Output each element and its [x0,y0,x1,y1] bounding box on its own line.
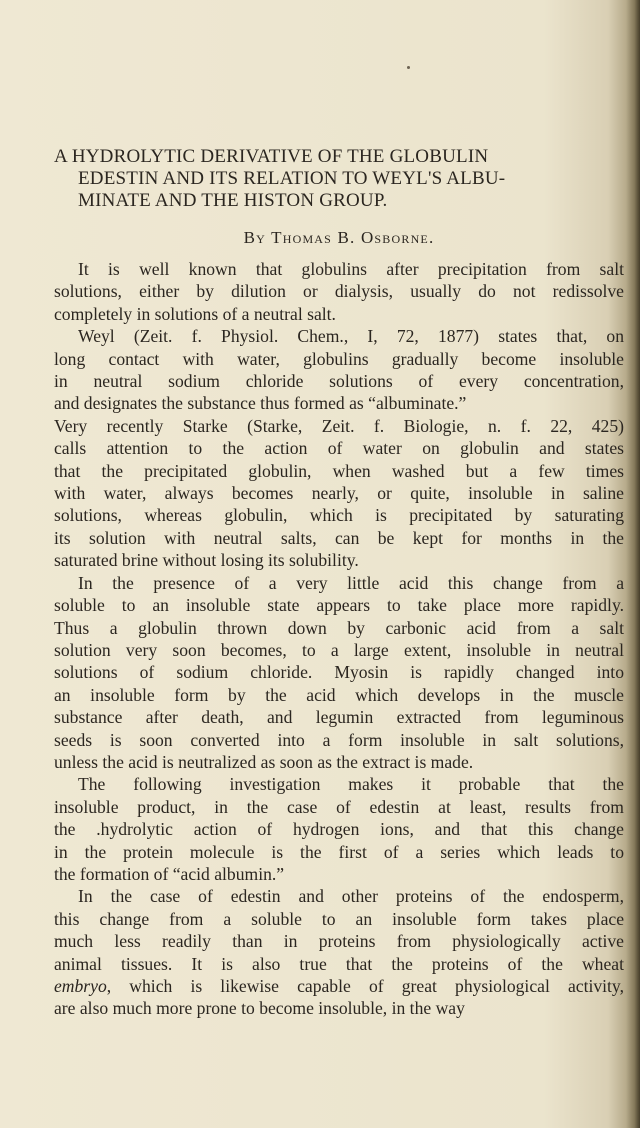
text-line: solutions, whereas globulin, which is precipitated by saturating [54,505,624,526]
text-line: its solution with neutral salts, can be kept for months in the [54,527,624,548]
text-line: saturated brine without losing its solubility. [54,550,359,571]
text-line: much less readily than in proteins from physiologically active [54,931,624,952]
author-byline: By Thomas B. Osborne. [243,228,435,247]
text-line: this change from a soluble to an insoluble form takes place [54,908,624,929]
text-line: calls attention to the action of water on globulin and states [54,438,624,459]
text-line: animal tissues. It is also true that the proteins of the wheat [54,953,624,974]
text-line: Weyl (Zeit. f. Physiol. Chem., I, 72, 1877) states that, on [78,326,624,347]
italic-term: embryo [54,976,107,996]
text-line: in neutral sodium chloride solutions of every concentration, [54,371,624,392]
text-line: substance after death, and legumin extracted from leguminous [54,707,624,728]
text-line: In the presence of a very little acid this change from a [78,572,624,593]
text-line: with water, always becomes nearly, or quite, insoluble in saline [54,483,624,504]
text-line: and designates the substance thus formed as “albuminate.” [54,393,467,414]
text-line: The following investigation makes it probable that the [78,774,624,795]
text-line: an insoluble form by the acid which develops in the muscle [54,684,624,705]
text-line: the formation of “acid albumin.” [54,863,285,884]
text-line: long contact with water, globulins gradually become insoluble [54,348,624,369]
text-line: are also much more prone to become insoluble, in the way [54,998,465,1019]
title-line: MINATE AND THE HISTON GROUP. [78,190,388,211]
text-line: that the precipitated globulin, when washed but a few times [54,460,624,481]
text-line: solutions, either by dilution or dialysis, usually do not redissolve [54,281,624,302]
article-title [54,146,624,212]
text-line: embryo, which is likewise capable of great physiological activity, [54,976,624,996]
text-line: completely in solutions of a neutral salt. [54,303,336,324]
title-line: A HYDROLYTIC DERIVATIVE OF THE GLOBULIN [54,146,489,167]
page-edge-shadow [626,0,640,1128]
text-line: In the case of edestin and other proteins of the endosperm, [78,886,624,907]
text-line: soluble to an insoluble state appears to take place more rapidly. [54,595,624,616]
article-body [54,258,624,1020]
text-line: in the protein molecule is the first of a series which leads to [54,841,624,862]
text-line: unless the acid is neutralized as soon as the extract is made. [54,751,474,772]
article [54,146,624,1020]
text-line: Thus a globulin thrown down by carbonic acid from a salt [54,617,624,638]
title-line: EDESTIN AND ITS RELATION TO WEYL'S ALBU- [78,168,506,189]
text-line: Very recently Starke (Starke, Zeit. f. Biologie, n. f. 22, 425) [54,415,624,436]
text-line: solution very soon becomes, to a large extent, insoluble in neutral [54,639,624,660]
text-line: the .hydrolytic action of hydrogen ions, and that this change [54,819,624,840]
text-line: insoluble product, in the case of edestin at least, results from [54,796,624,817]
text-line: It is well known that globulins after precipitation from salt [78,259,624,279]
text-line: seeds is soon converted into a form insoluble in salt solutions, [54,729,624,750]
text-line: solutions of sodium chloride. Myosin is rapidly changed into [54,662,624,683]
speck [407,66,410,69]
